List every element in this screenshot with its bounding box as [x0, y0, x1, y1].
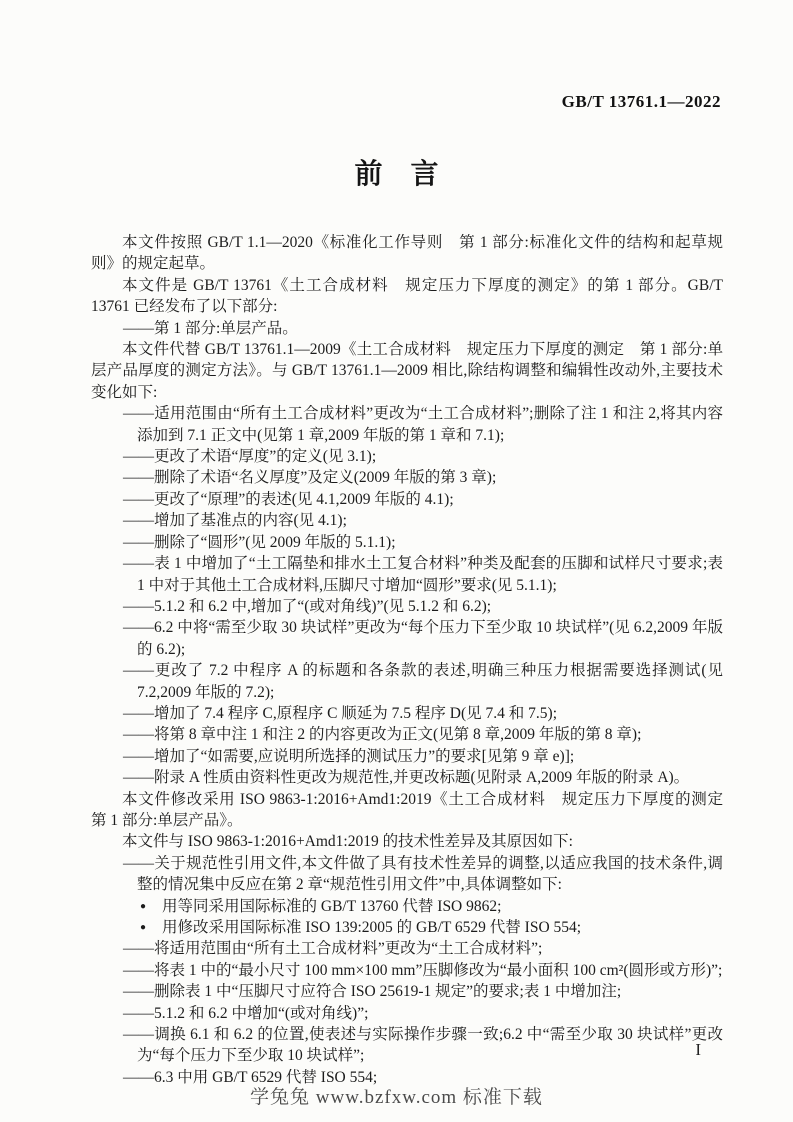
dash-marker: ——	[123, 597, 154, 615]
bullet-marker: ●	[140, 922, 147, 933]
dash-item	[91, 596, 723, 617]
dash-item	[91, 1024, 723, 1067]
bullet-marker: ●	[140, 900, 147, 912]
dash-marker: ——	[123, 726, 154, 744]
dash-marker: ——	[123, 512, 154, 530]
dash-item	[91, 553, 723, 596]
block-text: 用等同采用国际标准的 GB/T 13760 代替 ISO 9862;	[162, 897, 502, 915]
block-text: 将表 1 中的“最小尺寸 100 mm×100 mm”压脚修改为“最小面积 100 cm²(圆形或方形)”;	[154, 961, 723, 979]
dash-item	[91, 938, 723, 959]
dash-marker: ——	[123, 619, 154, 637]
dash-marker: ——	[123, 983, 154, 1001]
dash-marker: ——	[123, 769, 154, 787]
block-text: 增加了 7.4 程序 C,原程序 C 顺延为 7.5 程序 D(见 7.4 和 7.5);	[154, 704, 558, 722]
dash-item	[91, 853, 723, 896]
dash-item	[91, 660, 723, 703]
standard-code: GB/T 13761.1—2022	[561, 92, 721, 111]
block-text: 更改了“原理”的表述(见 4.1,2009 年版的 4.1);	[154, 490, 454, 508]
page-title: 前 言	[354, 158, 439, 189]
block-text: 第 1 部分:单层产品。	[154, 319, 298, 337]
block-text: 删除表 1 中“压脚尺寸应符合 ISO 25619-1 规定”的要求;表 1 中增加注;	[154, 983, 622, 1001]
dash-item	[91, 703, 723, 724]
block-text: 5.1.2 和 6.2 中增加“(或对角线)”;	[154, 1004, 369, 1022]
block-text: 增加了基准点的内容(见 4.1);	[154, 512, 347, 530]
dash-item	[91, 960, 723, 981]
block-text: 本文件是 GB/T 13761《土工合成材料 规定压力下厚度的测定》的第 1 部分。GB/T 13761 已经发布了以下部分:	[91, 276, 723, 316]
block-text: 6.3 中用 GB/T 6529 代替 ISO 554;	[154, 1068, 378, 1086]
block-text: 附录 A 性质由资料性更改为规范性,并更改标题(见附录 A,2009 年版的附录 A)。	[154, 769, 690, 787]
dash-marker: ——	[123, 319, 154, 337]
dash-marker: ——	[123, 448, 154, 466]
block-text: 调换 6.1 和 6.2 的位置,使表述与实际操作步骤一致;6.2 中“需至少取 30 块试样”更改为“每个压力下至少取 10 块试样”;	[137, 1026, 723, 1065]
block-text: 增加了“如需要,应说明所选择的测试压力”的要求[见第 9 章 e)];	[154, 747, 575, 765]
dash-marker: ——	[123, 469, 154, 487]
dash-marker: ——	[123, 405, 154, 423]
paragraph	[91, 339, 723, 403]
dash-item	[91, 1003, 723, 1024]
block-text: 5.1.2 和 6.2 中,增加了“(或对角线)”(见 5.1.2 和 6.2);	[154, 597, 492, 615]
dash-marker: ——	[123, 940, 154, 958]
dash-item	[91, 724, 723, 745]
dash-marker: ——	[123, 1026, 154, 1044]
page-number: I	[695, 1040, 701, 1059]
paragraph	[91, 831, 723, 852]
paragraph	[91, 789, 739, 832]
paragraph	[91, 275, 723, 318]
dash-item	[91, 617, 723, 660]
dash-item	[91, 510, 723, 531]
block-text: 将适用范围由“所有土工合成材料”更改为“土工合成材料”;	[154, 940, 543, 958]
dash-item	[91, 532, 723, 553]
block-text: 删除了“圆形”(见 2009 年版的 5.1.1);	[154, 533, 396, 551]
dash-item	[91, 489, 723, 510]
block-text: 表 1 中增加了“土工隔垫和排水土工复合材料”种类及配套的压脚和试样尺寸要求;表 1 中对于其他土工合成材料,压脚尺寸增加“圆形”要求(见 5.1.1);	[137, 555, 723, 594]
block-text: 关于规范性引用文件,本文件做了具有技术性差异的调整,以适应我国的技术条件,调整的情况集中反应在第 2 章“规范性引用文件”中,具体调整如下:	[137, 854, 723, 894]
dash-marker: ——	[123, 854, 154, 872]
dash-marker: ——	[123, 555, 154, 573]
dash-marker: ——	[123, 533, 154, 551]
block-text: 本文件修改采用 ISO 9863-1:2016+Amd1:2019《土工合成材料 规定压力下厚度的测定 第 1 部分:单层产品》。	[91, 790, 739, 829]
block-text: 本文件按照 GB/T 1.1—2020《标准化工作导则 第 1 部分:标准化文件的结构和起草规则》的规定起草。	[91, 234, 723, 273]
bullet-item	[91, 917, 723, 938]
block-text: 更改了 7.2 中程序 A 的标题和各条款的表述,明确三种压力根据需要选择测试(见 7.2,2009 年版的 7.2);	[137, 662, 723, 701]
dash-item	[91, 746, 723, 767]
block-text: 本文件代替 GB/T 13761.1—2009《土工合成材料 规定压力下厚度的测定 第 1 部分:单层产品厚度的测定方法》。与 GB/T 13761.1—2009 相比,除结构调整和编辑性改动外,主要技术变化如下:	[91, 341, 723, 401]
dash-item	[91, 467, 723, 488]
dash-marker: ——	[123, 1068, 154, 1086]
block-text: 更改了术语“厚度”的定义(见 3.1);	[154, 448, 377, 466]
paragraph	[91, 232, 723, 275]
dash-item	[91, 981, 723, 1002]
watermark: 学兔兔 www.bzfxw.com 标准下载	[250, 1087, 543, 1108]
block-text: 适用范围由“所有土工合成材料”更改为“土工合成材料”;删除了注 1 和注 2,将其内容添加到 7.1 正文中(见第 1 章,2009 年版的第 1 章和 7.1);	[137, 405, 723, 444]
foreword-content	[91, 232, 739, 1088]
block-text: 用修改采用国际标准 ISO 139:2005 的 GB/T 6529 代替 ISO 554;	[162, 919, 582, 936]
block-text: 6.2 中将“需至少取 30 块试样”更改为“每个压力下至少取 10 块试样”(见 6.2,2009 年版的 6.2);	[137, 619, 723, 658]
dash-marker: ——	[123, 662, 154, 680]
block-text: 将第 8 章中注 1 和注 2 的内容更改为正文(见第 8 章,2009 年版的第 8 章);	[154, 726, 642, 744]
dash-item	[91, 446, 723, 467]
dash-item	[91, 403, 723, 446]
block-text: 删除了术语“名义厚度”及定义(2009 年版的第 3 章);	[154, 469, 497, 487]
dash-marker: ——	[123, 747, 154, 765]
dash-item	[91, 318, 723, 339]
dash-item	[91, 767, 723, 788]
dash-marker: ——	[123, 1004, 154, 1022]
bullet-item	[91, 896, 723, 917]
dash-marker: ——	[123, 704, 154, 722]
dash-marker: ——	[123, 961, 154, 979]
block-text: 本文件与 ISO 9863-1:2016+Amd1:2019 的技术性差异及其原因如下:	[122, 833, 573, 851]
dash-marker: ——	[123, 490, 154, 508]
